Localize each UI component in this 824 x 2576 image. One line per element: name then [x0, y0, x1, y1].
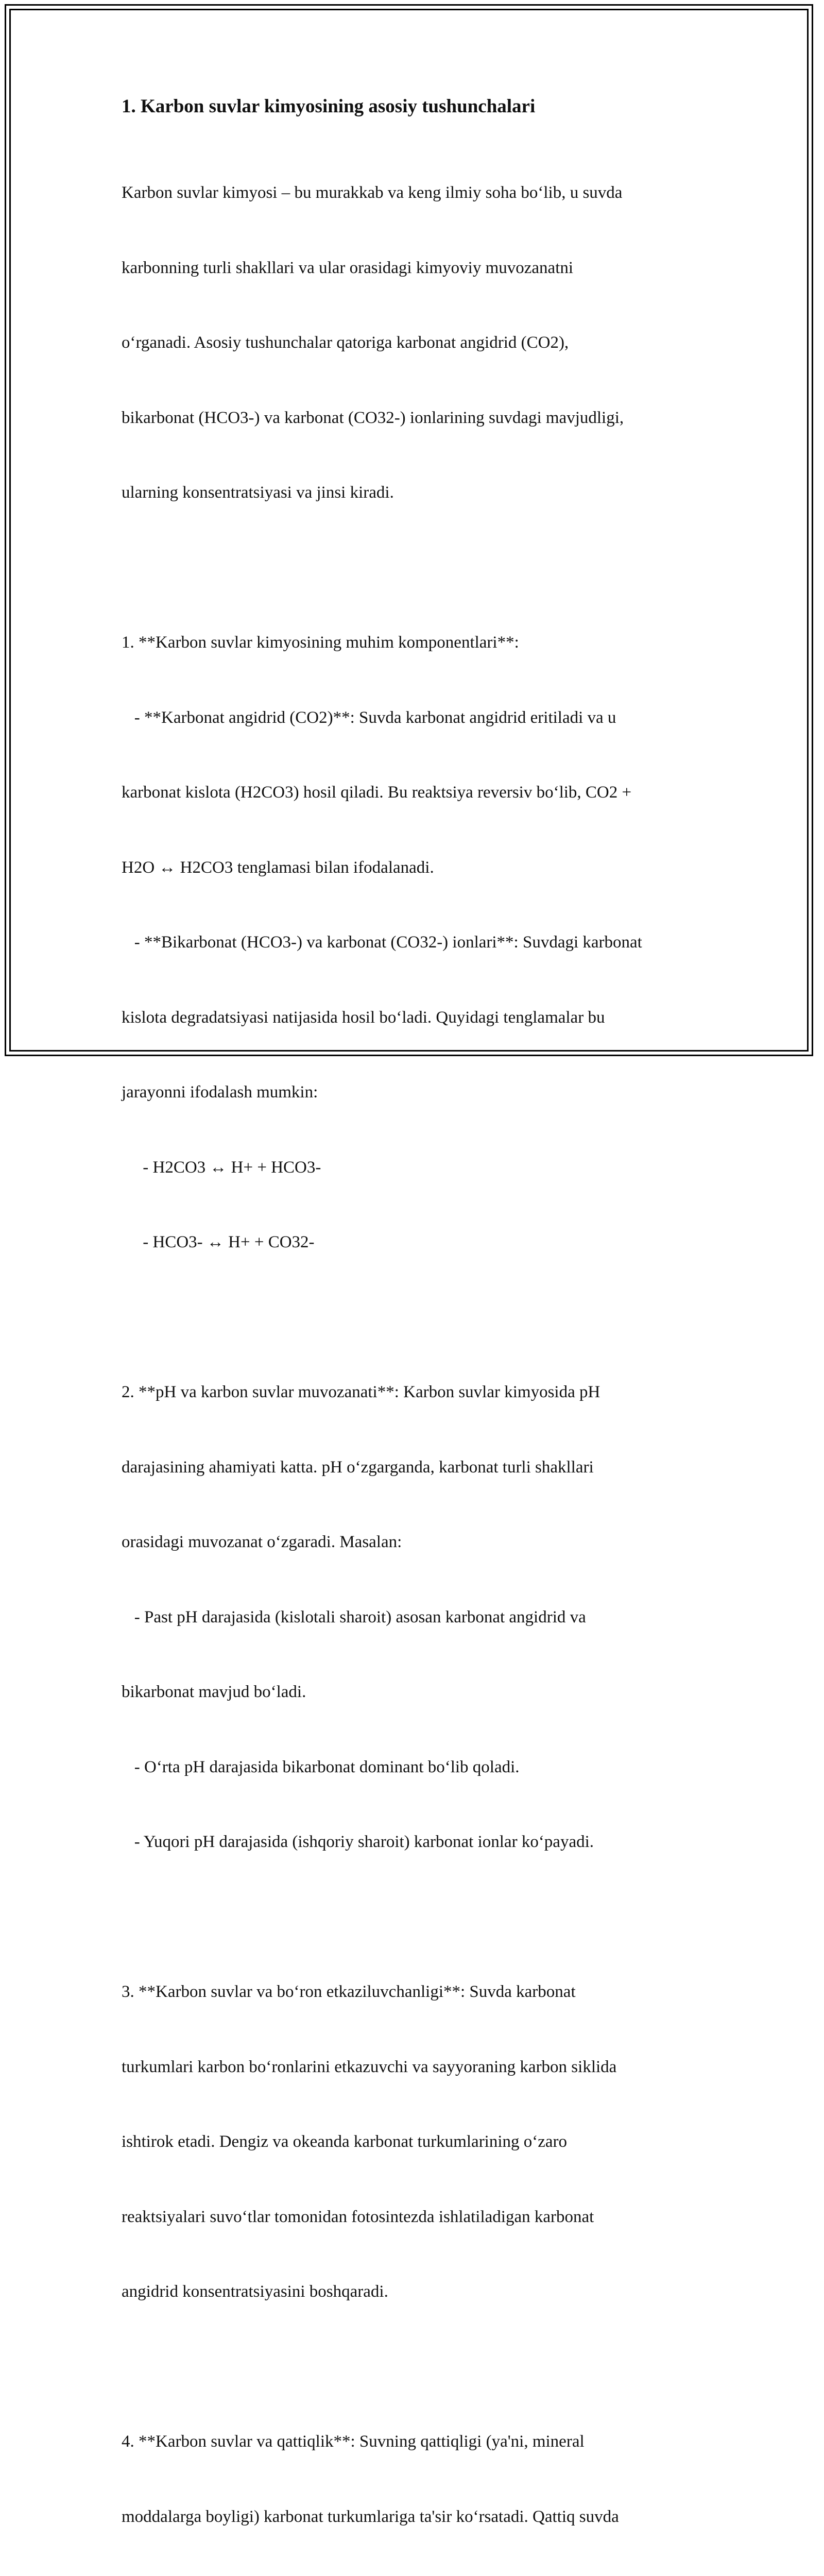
text-line: H2O ↔ H2CO3 tenglamasi bilan ifodalanadi. — [122, 858, 434, 877]
text-line: angidrid konsentratsiyasini boshqaradi. — [122, 2282, 388, 2301]
text-line: karbonning turli shakllari va ular orasidagi kimyoviy muvozanatni — [122, 258, 574, 277]
paragraph-item-1 — [122, 580, 719, 1305]
text-line: ularning konsentratsiyasi va jinsi kiradi. — [122, 483, 394, 502]
text-line: bikarbonat mavjud bo‘ladi. — [122, 1683, 306, 1701]
document-body — [122, 94, 719, 2576]
text-line: - **Bikarbonat (HCO3-) va karbonat (CO32-) ionlari**: Suvdagi karbonat — [122, 933, 642, 952]
text-line: Karbon suvlar kimyosi – bu murakkab va keng ilmiy soha bo‘lib, u suvda — [122, 183, 623, 202]
text-line: 2. **pH va karbon suvlar muvozanati**: Karbon suvlar kimyosida pH — [122, 1383, 600, 1401]
text-line: reaktsiyalari suvo‘tlar tomonidan fotosintezda ishlatiladigan karbonat — [122, 2207, 594, 2226]
text-line: ishtirok etadi. Dengiz va okeanda karbonat turkumlarining o‘zaro — [122, 2132, 568, 2151]
paragraph-intro — [122, 130, 719, 555]
text-line: 1. **Karbon suvlar kimyosining muhim komponentlari**: — [122, 633, 519, 652]
text-line: bikarbonat (HCO3-) va karbonat (CO32-) ionlarining suvdagi mavjudligi, — [122, 408, 624, 427]
text-line: darajasining ahamiyati katta. pH o‘zgarganda, karbonat turli shakllari — [122, 1458, 594, 1477]
equation-line: - HCO3- ↔ H+ + CO32- — [122, 1233, 315, 1251]
paragraph-item-3 — [122, 1929, 719, 2354]
text-line: - **Karbonat angidrid (CO2)**: Suvda karbonat angidrid eritiladi va u — [122, 708, 616, 727]
text-line: o‘rganadi. Asosiy tushunchalar qatoriga karbonat angidrid (CO2), — [122, 333, 569, 352]
equation-line: - H2CO3 ↔ H+ + HCO3- — [122, 1158, 321, 1177]
text-line: turkumlari karbon bo‘ronlarini etkazuvchi va sayyoraning karbon siklida — [122, 2057, 617, 2076]
text-line: 3. **Karbon suvlar va bo‘ron etkaziluvchanligi**: Suvda karbonat — [122, 1982, 576, 2001]
section-heading: 1. Karbon suvlar kimyosining asosiy tushunchalari — [122, 96, 536, 117]
text-line: - Yuqori pH darajasida (ishqoriy sharoit) karbonat ionlar ko‘payadi. — [122, 1833, 594, 1851]
text-line: 4. **Karbon suvlar va qattiqlik**: Suvning qattiqligi (ya'ni, mineral — [122, 2432, 585, 2451]
text-line: moddalarga boyligi) karbonat turkumlariga ta'sir ko‘rsatadi. Qattiq suvda — [122, 2507, 619, 2526]
paragraph-item-2 — [122, 1330, 719, 1905]
text-line: karbonat kislota (H2CO3) hosil qiladi. Bu reaktsiya reversiv bo‘lib, CO2 + — [122, 783, 632, 802]
paragraph-item-4 — [122, 2379, 719, 2576]
text-line: - Past pH darajasida (kislotali sharoit) asosan karbonat angidrid va — [122, 1607, 586, 1626]
text-line: orasidagi muvozanat o‘zgaradi. Masalan: — [122, 1533, 402, 1551]
text-line: jarayonni ifodalash mumkin: — [122, 1083, 318, 1101]
text-line: kislota degradatsiyasi natijasida hosil bo‘ladi. Quyidagi tenglamalar bu — [122, 1008, 605, 1027]
text-line: - O‘rta pH darajasida bikarbonat dominant bo‘lib qoladi. — [122, 1757, 520, 1776]
